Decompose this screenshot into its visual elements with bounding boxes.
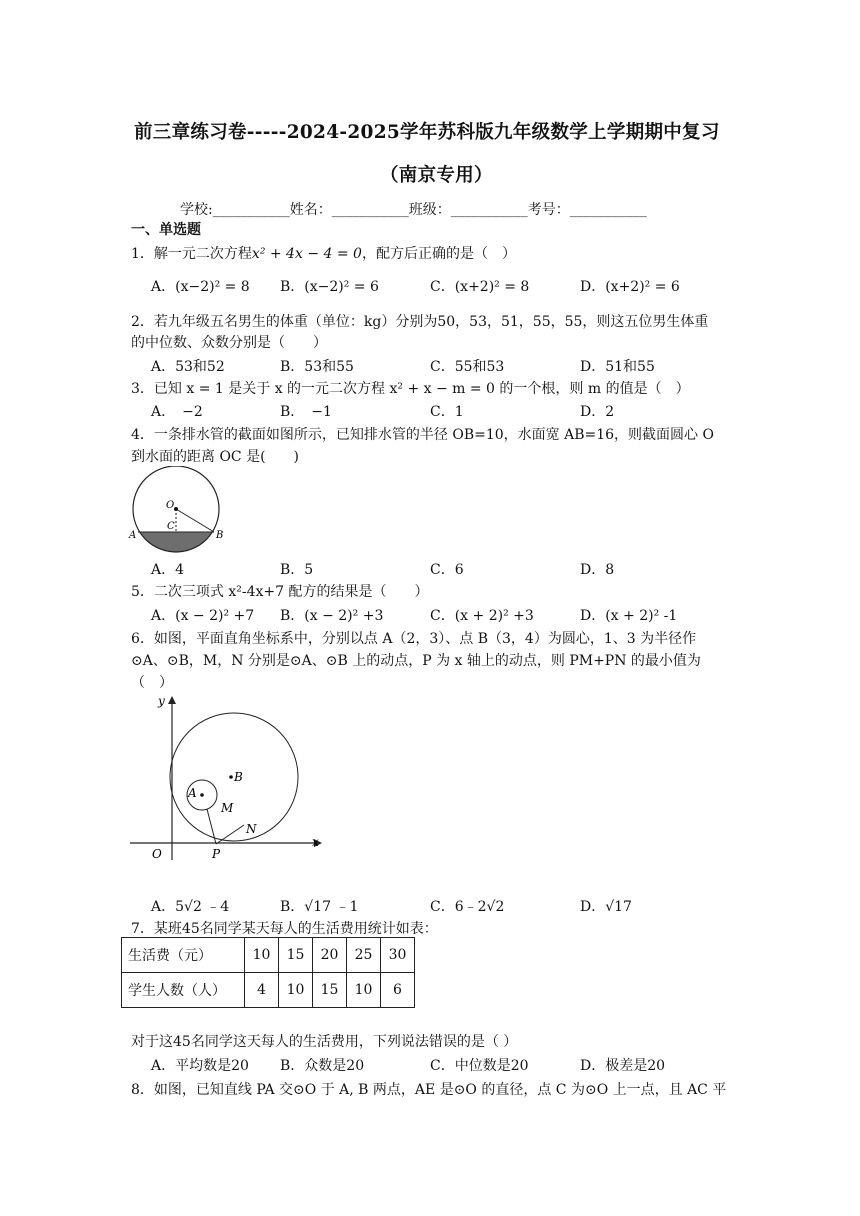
label-x: x bbox=[312, 835, 319, 849]
y-axis-arrow bbox=[168, 696, 176, 704]
question-8: 8．如图，已知直线 PA 交⊙O 于 A, B 两点，AE 是⊙O 的直径，点 C 为⊙O 上一点，且 AC 平 bbox=[131, 1082, 727, 1098]
q4-option-d[interactable]: D．8 bbox=[580, 562, 615, 578]
table-cell: 15 bbox=[313, 973, 347, 1008]
label-p: P bbox=[212, 847, 221, 861]
q3-option-b[interactable]: B． −1 bbox=[280, 404, 332, 420]
pipe-cross-section-figure bbox=[128, 466, 228, 558]
table-cell: 10 bbox=[279, 973, 313, 1008]
q2-option-b[interactable]: B．53和55 bbox=[280, 359, 354, 375]
q6-option-b[interactable]: B．√17 ﹣1 bbox=[280, 899, 359, 915]
label-a: A bbox=[129, 530, 137, 541]
question-4-line1: 4．一条排水管的截面如图所示，已知排水管的半径 OB=10，水面宽 AB=16，则截面圆心 O bbox=[131, 427, 714, 443]
label-m: M bbox=[221, 801, 234, 815]
q1-option-a[interactable]: A．(x−2)² = 8 bbox=[151, 279, 250, 295]
q1-suffix: ，配方后正确的是（ ） bbox=[361, 246, 516, 262]
question-5: 5．二次三项式 x²-4x+7 配方的结果是（ ） bbox=[131, 584, 429, 600]
q6-option-d[interactable]: D．√17 bbox=[580, 899, 632, 915]
q1-option-c[interactable]: C．(x+2)² = 8 bbox=[430, 279, 530, 295]
q2-option-d[interactable]: D．51和55 bbox=[580, 359, 655, 375]
q6-option-c[interactable]: C．6﹣2√2 bbox=[430, 899, 505, 915]
coordinate-circles-figure bbox=[128, 692, 328, 864]
q4-option-b[interactable]: B．5 bbox=[280, 562, 314, 578]
info-line: 学校:___________姓名：___________班级：___________考号：___________ bbox=[180, 202, 647, 218]
point-b bbox=[229, 775, 233, 779]
table-cell: 20 bbox=[313, 938, 347, 973]
table-row bbox=[122, 938, 415, 973]
q1-option-b[interactable]: B．(x−2)² = 6 bbox=[280, 279, 379, 295]
segment-pm bbox=[207, 809, 216, 844]
question-3: 3．已知 x = 1 是关于 x 的一元二次方程 x² + x − m = 0 的一个根，则 m 的值是（ ） bbox=[131, 381, 690, 397]
q6-option-a[interactable]: A．5√2 ﹣4 bbox=[151, 899, 230, 915]
question-7-followup: 对于这45名同学这天每人的生活费用，下列说法错误的是（ ） bbox=[131, 1034, 518, 1050]
table-cell: 10 bbox=[347, 973, 381, 1008]
living-expense-table bbox=[121, 937, 415, 1008]
q4-option-c[interactable]: C．6 bbox=[430, 562, 464, 578]
page-title: 前三章练习卷-----2024-2025学年苏科版九年级数学上学期期中复习 bbox=[134, 122, 720, 143]
q1-option-d[interactable]: D．(x+2)² = 6 bbox=[580, 279, 680, 295]
label-y: y bbox=[158, 694, 165, 708]
question-6-line3: （ ） bbox=[131, 675, 173, 691]
q2-option-a[interactable]: A．53和52 bbox=[151, 359, 225, 375]
ob-line bbox=[176, 509, 214, 532]
table-cell: 30 bbox=[381, 938, 415, 973]
question-4-line2: 到水面的距离 OC 是( ) bbox=[131, 449, 300, 465]
table-row-header: 生活费（元） bbox=[122, 938, 245, 973]
label-origin: O bbox=[152, 847, 162, 861]
table-row bbox=[122, 973, 415, 1008]
section-heading: 一、单选题 bbox=[131, 222, 201, 238]
q3-option-a[interactable]: A． −2 bbox=[151, 404, 203, 420]
table-row-header: 学生人数（人） bbox=[122, 973, 245, 1008]
question-7: 7．某班45名同学某天每人的生活费用统计如表： bbox=[131, 921, 438, 937]
q3-option-c[interactable]: C．1 bbox=[430, 404, 464, 420]
question-6-line1: 6．如图，平面直角坐标系中，分别以点 A（2，3）、点 B（3，4）为圆心，1、3 为半径作 bbox=[131, 631, 697, 647]
q5-option-c[interactable]: C．(x + 2)² +3 bbox=[430, 608, 534, 624]
q2-option-c[interactable]: C．55和53 bbox=[430, 359, 505, 375]
label-n: N bbox=[246, 822, 257, 836]
q4-option-a[interactable]: A．4 bbox=[151, 562, 185, 578]
label-b: B bbox=[216, 530, 224, 541]
question-1 bbox=[131, 243, 516, 263]
table-cell: 4 bbox=[245, 973, 279, 1008]
q7-option-c[interactable]: C．中位数是20 bbox=[430, 1058, 529, 1074]
table-cell: 6 bbox=[381, 973, 415, 1008]
table-cell: 10 bbox=[245, 938, 279, 973]
table-cell: 25 bbox=[347, 938, 381, 973]
question-6-line2: ⊙A、⊙B，M，N 分别是⊙A、⊙B 上的动点，P 为 x 轴上的动点，则 PM+PN 的最小值为 bbox=[131, 653, 701, 669]
label-a: A bbox=[188, 786, 197, 800]
question-2-line1: 2．若九年级五名男生的体重（单位：kg）分别为50，53，51，55，55，则这五位男生体重 bbox=[131, 314, 709, 330]
q5-option-d[interactable]: D．(x + 2)² -1 bbox=[580, 608, 678, 624]
label-o: O bbox=[166, 500, 175, 511]
point-a bbox=[200, 793, 204, 797]
q3-option-d[interactable]: D．2 bbox=[580, 404, 615, 420]
q7-option-d[interactable]: D．极差是20 bbox=[580, 1058, 666, 1074]
question-2-line2: 的中位数、众数分别是（ ） bbox=[131, 335, 327, 351]
q5-option-a[interactable]: A．(x − 2)² +7 bbox=[151, 608, 255, 624]
q7-option-a[interactable]: A．平均数是20 bbox=[151, 1058, 249, 1074]
label-c: C bbox=[167, 521, 175, 532]
q7-option-b[interactable]: B．众数是20 bbox=[280, 1058, 365, 1074]
center-point bbox=[174, 507, 178, 511]
q5-option-b[interactable]: B．(x − 2)² +3 bbox=[280, 608, 384, 624]
page-subtitle: （南京专用） bbox=[380, 165, 493, 186]
table-cell: 15 bbox=[279, 938, 313, 973]
q1-prefix: 1．解一元二次方程 bbox=[131, 246, 252, 262]
q1-equation: x² + 4x − 4 = 0 bbox=[251, 246, 362, 262]
label-b: B bbox=[234, 770, 243, 784]
